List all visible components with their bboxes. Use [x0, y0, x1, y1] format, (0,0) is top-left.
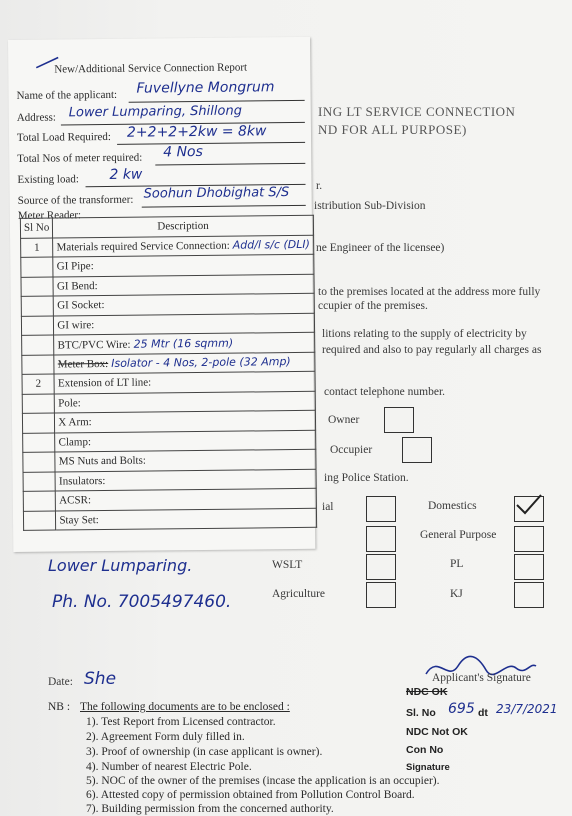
row-sl-no: [23, 452, 56, 472]
row-sl-no: [23, 491, 56, 511]
row-handwritten-value: 25 Mtr (16 sqmm): [133, 336, 234, 351]
handwritten-address: Lower Lumparing.: [48, 556, 193, 575]
row-description-cell: [55, 391, 316, 413]
title-tick-mark: [34, 55, 62, 69]
col-header-sl-no: Sl No: [20, 218, 53, 238]
general-purpose-label: General Purpose: [420, 529, 497, 541]
police-station-line: ing Police Station.: [324, 472, 409, 484]
row-description-cell: [55, 430, 316, 452]
meters-required-value: 4 Nos: [163, 143, 203, 161]
category-ial-checkbox[interactable]: [366, 496, 396, 522]
total-load-label: Total Load Required:: [16, 130, 112, 144]
row-description: Extension of LT line:: [57, 376, 152, 390]
nb-label: NB :: [48, 701, 71, 713]
applicant-name-label: Name of the applicant:: [16, 88, 118, 102]
existing-load-value: 2 kw: [109, 166, 143, 183]
row-description-cell: [53, 235, 314, 257]
nb-intro: The following documents are to be enclosed :: [80, 701, 290, 713]
checkmark-icon: [513, 491, 543, 517]
agriculture-checkbox[interactable]: [366, 582, 396, 608]
document-item-2: 2). Agreement Form duly filled in.: [86, 731, 245, 743]
table-row: [23, 508, 316, 531]
row-sl-no: [21, 316, 54, 336]
row-description: BTC/PVC Wire:: [57, 338, 131, 352]
row-description: Clamp:: [58, 435, 92, 449]
stamp-ndc-ok: NDC OK: [406, 686, 448, 698]
materials-table-body: [21, 235, 317, 531]
row-description-cell: [54, 332, 315, 354]
row-description-cell: [54, 371, 315, 393]
row-sl-no: [22, 413, 55, 433]
row-description: Stay Set:: [59, 513, 99, 527]
applicant-name-underline: [129, 100, 305, 103]
form-heading-line2: ND FOR ALL PURPOSE): [318, 122, 467, 137]
meters-required-label: Total Nos of meter required:: [17, 151, 143, 165]
row-description: Meter Box:: [57, 358, 109, 371]
row-sl-no: 1: [21, 238, 54, 258]
form-subdivision-line: istribution Sub-Division: [314, 200, 426, 212]
general-purpose-checkbox[interactable]: [514, 526, 544, 552]
row-sl-no: 2: [22, 374, 55, 394]
pl-label: PL: [450, 558, 464, 570]
col-header-description: Description: [53, 215, 314, 237]
row-description-cell: [53, 274, 314, 296]
row-handwritten-value: Isolator - 4 Nos, 2-pole (32 Amp): [111, 355, 291, 371]
slip-title: New/Additional Service Connection Report: [54, 61, 248, 76]
row-sl-no: [23, 472, 56, 492]
form-premises-line2: ccupier of the premises.: [318, 300, 428, 312]
total-load-value: 2+2+2+2kw = 8kw: [126, 123, 267, 141]
row-description: GI Pipe:: [56, 260, 94, 273]
wslt-checkbox[interactable]: [366, 554, 396, 580]
transformer-value: Soohun Dhobighat S/S: [143, 185, 290, 202]
stamp-con-no: Con No: [406, 744, 444, 756]
category-blank-checkbox[interactable]: [366, 526, 396, 552]
form-conditions-line1: litions relating to the supply of electricity by: [322, 328, 527, 340]
form-engineer-line: ne Engineer of the licensee): [316, 242, 445, 254]
row-description-cell: [54, 293, 315, 315]
kj-label: KJ: [450, 588, 463, 600]
row-description-cell: [54, 313, 315, 335]
owner-checkbox[interactable]: [384, 407, 414, 433]
row-description: ACSR:: [59, 494, 92, 507]
form-heading-line1: ING LT SERVICE CONNECTION: [318, 104, 516, 119]
row-sl-no: [23, 433, 56, 453]
meters-required-underline: [155, 163, 305, 166]
form-premises-line1: to the premises located at the address more fully: [318, 286, 541, 298]
row-description: X Arm:: [58, 416, 92, 429]
address-label: Address:: [16, 111, 56, 124]
row-description-cell: [55, 469, 316, 491]
row-description-cell: [53, 254, 314, 276]
row-description-cell: [54, 352, 315, 374]
row-sl-no: [21, 296, 54, 316]
row-handwritten-value: Add/l s/c (DLI): [232, 238, 310, 252]
row-description: GI Socket:: [57, 299, 105, 312]
document-item-5: 5). NOC of the owner of the premises (incase the application is an occupier).: [86, 775, 440, 787]
row-description: Materials required Service Connection:: [56, 239, 230, 254]
domestics-checkbox[interactable]: [514, 496, 544, 522]
agriculture-label: Agriculture: [272, 588, 326, 600]
row-description-cell: [56, 508, 317, 530]
wslt-label: WSLT: [272, 559, 303, 571]
domestics-label: Domestics: [428, 500, 477, 512]
row-sl-no: [21, 277, 54, 297]
row-description: MS Nuts and Bolts:: [58, 454, 146, 468]
stamp-ndc-not-ok: NDC Not OK: [406, 726, 468, 738]
date-label: Date:: [48, 676, 73, 688]
row-description: GI wire:: [57, 318, 95, 332]
service-connection-report-slip: [8, 37, 315, 552]
form-line-r: r.: [316, 180, 323, 192]
row-sl-no: [21, 257, 54, 277]
row-description: Insulators:: [58, 474, 106, 488]
applicant-name-value: Fuvellyne Mongrum: [136, 79, 275, 97]
document-item-1: 1). Test Report from Licensed contractor.: [86, 716, 276, 728]
owner-label: Owner: [328, 414, 360, 426]
document-item-4: 4). Number of nearest Electric Pole.: [86, 761, 252, 773]
kj-checkbox[interactable]: [514, 582, 544, 608]
document-item-7: 7). Building permission from the concerned authority.: [86, 803, 334, 815]
row-description: Pole:: [58, 397, 81, 410]
total-load-underline: [117, 142, 305, 145]
stamp-sl-no-label: Sl. No: [406, 707, 436, 719]
category-ial-label: ial: [322, 501, 334, 513]
existing-load-label: Existing load:: [17, 173, 79, 186]
form-contact-line: contact telephone number.: [324, 386, 446, 398]
row-sl-no: [22, 394, 55, 414]
transformer-underline: [142, 205, 306, 208]
stamp-dt-value: 23/7/2021: [496, 702, 558, 716]
occupier-label: Occupier: [330, 444, 373, 456]
row-description-cell: [55, 410, 316, 432]
row-description-cell: [56, 488, 317, 510]
occupier-checkbox[interactable]: [402, 437, 432, 463]
row-description: GI Bend:: [56, 279, 98, 293]
stamp-signature: Signature: [406, 762, 450, 773]
pl-checkbox[interactable]: [514, 554, 544, 580]
stamp-dt-label: dt: [478, 707, 488, 719]
row-description-cell: [55, 449, 316, 471]
transformer-label: Source of the transformer:: [17, 193, 134, 207]
form-conditions-line2: required and also to pay regularly all charges as: [322, 344, 542, 356]
meter-reader-label: Meter Reader:: [17, 209, 82, 222]
materials-table: [20, 215, 317, 531]
document-item-3: 3). Proof of ownership (in case applicant is owner).: [86, 746, 323, 758]
row-sl-no: [22, 335, 55, 355]
row-sl-no: [23, 511, 56, 531]
document-item-6: 6). Attested copy of permission obtained from Pollution Control Board.: [86, 789, 415, 801]
stamp-sl-no-value: 695: [448, 701, 475, 717]
date-value: She: [84, 669, 117, 689]
applicant-signature-label: Applicant's Signature: [432, 672, 531, 684]
row-sl-no: [22, 355, 55, 375]
address-value: Lower Lumparing, Shillong: [68, 103, 242, 121]
handwritten-phone: Ph. No. 7005497460.: [52, 592, 232, 612]
